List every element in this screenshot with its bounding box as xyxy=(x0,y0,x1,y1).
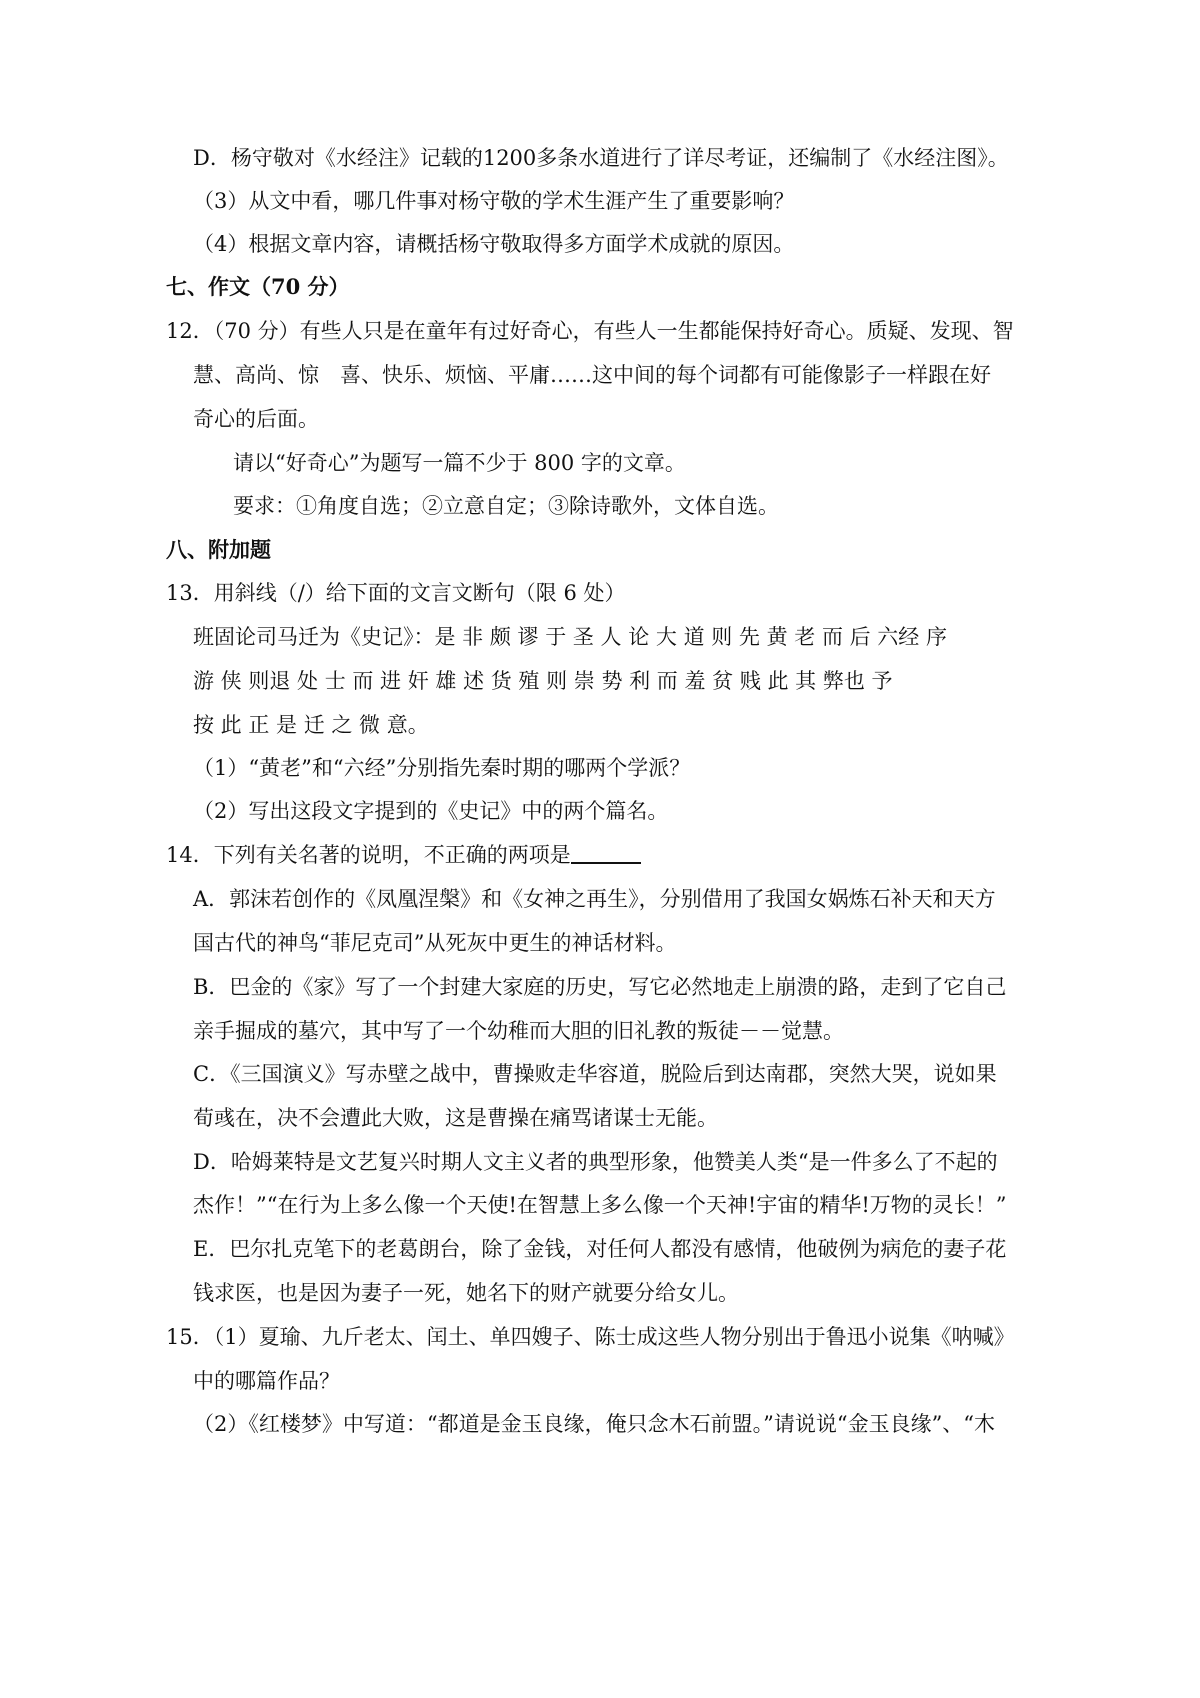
q12-prompt: 请以“好奇心”为题写一篇不少于 800 字的文章。 xyxy=(233,451,686,475)
q11-subquestion-4: （4）根据文章内容，请概括杨守敬取得多方面学术成就的原因。 xyxy=(193,232,795,256)
q13-subquestion-2: （2）写出这段文字提到的《史记》中的两个篇名。 xyxy=(193,799,669,823)
q11-option-d: D．杨守敬对《水经注》记载的1200多条水道进行了详尽考证，还编制了《水经注图》。 xyxy=(193,146,1009,170)
q15-subquestion-2: （2）《红楼梦》中写道：“都道是金玉良缘，俺只念木石前盟。”请说说“金玉良缘”、“木 xyxy=(193,1412,996,1436)
q13-stem: 13．用斜线（/）给下面的文言文断句（限 6 处） xyxy=(166,581,626,605)
q13-passage-line-2: 游 侠 则退 处 士 而 进 奸 雄 述 货 殖 则 崇 势 利 而 羞 贫 贱 此 其 弊也 予 xyxy=(193,669,893,693)
section-7-heading: 七、作文（70 分） xyxy=(166,274,350,299)
section-8-heading: 八、附加题 xyxy=(166,537,271,562)
q14-option-d-line-2: 杰作！”“在行为上多么像一个天使!在智慧上多么像一个天神!宇宙的精华!万物的灵长！” xyxy=(193,1193,1007,1217)
q12-line-3: 奇心的后面。 xyxy=(193,407,319,431)
q14-option-b-line-2: 亲手掘成的墓穴，其中写了一个幼稚而大胆的旧礼教的叛徒－－觉慧。 xyxy=(193,1019,844,1043)
q14-option-a-line-2: 国古代的神鸟“菲尼克司”从死灰中更生的神话材料。 xyxy=(193,931,677,955)
answer-blank xyxy=(571,861,641,864)
q14-stem-line xyxy=(166,840,641,870)
q12-line-2: 慧、高尚、惊 喜、快乐、烦恼、平庸……这中间的每个词都有可能像影子一样跟在好 xyxy=(193,363,991,387)
q14-option-e-line-1: E．巴尔扎克笔下的老葛朗台，除了金钱，对任何人都没有感情，他破例为病危的妻子花 xyxy=(193,1237,1007,1261)
q14-option-e-line-2: 钱求医，也是因为妻子一死，她名下的财产就要分给女儿。 xyxy=(193,1281,739,1305)
q14-option-c-line-2: 荀彧在，决不会遭此大败，这是曹操在痛骂诸谋士无能。 xyxy=(193,1106,718,1130)
q14-option-b-line-1: B．巴金的《家》写了一个封建大家庭的历史，写它必然地走上崩溃的路，走到了它自己 xyxy=(193,975,1007,999)
q14-option-c-line-1: C．《三国演义》写赤壁之战中，曹操败走华容道，脱险后到达南郡，突然大哭，说如果 xyxy=(193,1062,997,1086)
q15-line-1: 15．（1）夏瑜、九斤老太、闰土、单四嫂子、陈士成这些人物分别出于鲁迅小说集《呐喊》 xyxy=(166,1325,1015,1349)
q13-passage-line-3: 按 此 正 是 迁 之 微 意。 xyxy=(193,713,429,737)
q13-passage-line-1: 班固论司马迁为《史记》：是 非 颇 谬 于 圣 人 论 大 道 则 先 黄 老 而 后 六经 序 xyxy=(193,625,947,649)
q11-subquestion-3: （3）从文中看，哪几件事对杨守敬的学术生涯产生了重要影响？ xyxy=(193,189,795,213)
q14-option-a-line-1: A．郭沫若创作的《凤凰涅槃》和《女神之再生》，分别借用了我国女娲炼石补天和天方 xyxy=(193,887,996,911)
q15-line-2: 中的哪篇作品？ xyxy=(193,1369,340,1393)
q12-line-1: 12．（70 分）有些人只是在童年有过好奇心，有些人一生都能保持好奇心。质疑、发现、智 xyxy=(166,319,1014,343)
q12-requirements: 要求：①角度自选；②立意自定；③除诗歌外，文体自选。 xyxy=(233,494,779,518)
q14-option-d-line-1: D．哈姆莱特是文艺复兴时期人文主义者的典型形象，他赞美人类“是一件多么了不起的 xyxy=(193,1150,998,1174)
q14-stem: 14．下列有关名著的说明，不正确的两项是 xyxy=(166,843,571,867)
q13-subquestion-1: （1）“黄老”和“六经”分别指先秦时期的哪两个学派？ xyxy=(193,756,691,780)
